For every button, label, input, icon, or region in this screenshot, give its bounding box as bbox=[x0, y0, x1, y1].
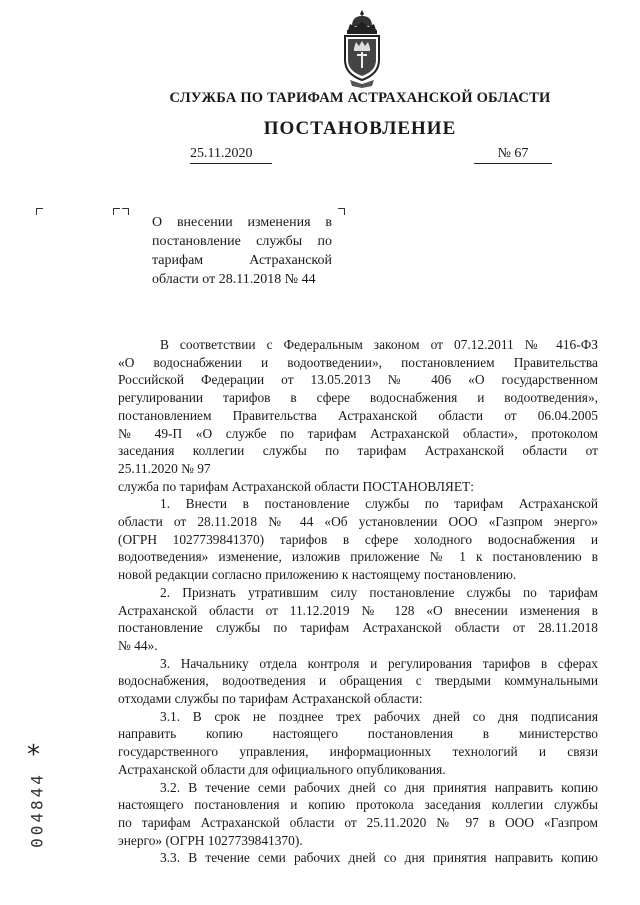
subject-line: постановление службы по bbox=[152, 234, 332, 249]
document-body bbox=[118, 336, 598, 867]
body-line: 3.1. В срок не позднее трех рабочих дней со дня подписания bbox=[160, 708, 598, 724]
corner-bracket-right bbox=[338, 208, 345, 215]
body-line: отходами службы по тарифам Астраханской области: bbox=[118, 691, 423, 707]
body-line: Астраханской области для официального опубликования. bbox=[118, 761, 446, 777]
body-line: водоотведения» изменение, изложив приложение № 1 к постановлению в bbox=[118, 549, 598, 565]
body-line: направить копию настоящего постановления в министерство bbox=[118, 726, 598, 742]
document-number: № 67 bbox=[474, 146, 552, 164]
body-line: № 49-П «О службе по тарифам Астраханской области», протоколом bbox=[118, 425, 598, 441]
body-line: В соответствии с Федеральным законом от 07.12.2011 № 416-ФЗ bbox=[160, 337, 598, 352]
body-line: области от 28.11.2018 № 44 «Об установлении ООО «Газпром энерго» bbox=[118, 514, 598, 530]
body-line: Астраханской области от 11.12.2019 № 128 «О внесении изменения в bbox=[118, 602, 598, 618]
subject-line: области от 28.11.2018 № 44 bbox=[152, 272, 316, 287]
corner-bracket-left bbox=[36, 208, 43, 215]
body-line: государственного управления, информационных технологий и связи bbox=[118, 744, 598, 760]
body-line: постановление службы по тарифам Астраханской области от 28.11.2018 bbox=[118, 620, 598, 636]
body-line: постановлением Правительства Астраханской области от 06.04.2005 bbox=[118, 407, 598, 423]
side-registration-number: 004844 bbox=[27, 772, 47, 848]
body-line: служба по тарифам Астраханской области ПОСТАНОВЛЯЕТ: bbox=[118, 478, 474, 494]
coat-of-arms-emblem bbox=[338, 8, 386, 90]
document-date: 25.11.2020 bbox=[190, 146, 272, 164]
body-line: по тарифам Астраханской области от 25.11.2020 № 97 в ООО «Газпром bbox=[118, 814, 598, 830]
body-line: заседания коллегии службы по тарифам Астраханской области от bbox=[118, 443, 598, 459]
body-line: новой редакции согласно приложению к настоящему постановлению. bbox=[118, 567, 517, 583]
body-line: 25.11.2020 № 97 bbox=[118, 460, 211, 476]
body-line: настоящего постановления и копию протокола заседания коллегии службы bbox=[118, 797, 598, 813]
body-line: энерго» (ОГРН 1027739841370). bbox=[118, 832, 303, 848]
document-type-heading: ПОСТАНОВЛЕНИЕ bbox=[263, 118, 457, 139]
body-line: (ОГРН 1027739841370) тарифов в сфере холодного водоснабжения и bbox=[118, 531, 598, 547]
organization-title: СЛУЖБА ПО ТАРИФАМ АСТРАХАНСКОЙ ОБЛАСТИ bbox=[169, 90, 551, 106]
stamp-asterisk-mark: * bbox=[27, 740, 40, 770]
body-line: 2. Признать утратившим силу постановление службы по тарифам bbox=[160, 584, 598, 600]
body-line: «О водоснабжении и водоотведении», постановлением Правительства bbox=[118, 354, 598, 370]
corner-bracket-left bbox=[113, 208, 120, 215]
body-line: 3. Начальнику отдела контроля и регулирования тарифов в сферах bbox=[160, 655, 598, 671]
subject-line: тарифам Астраханской bbox=[152, 253, 332, 268]
body-line: 1. Внести в постановление службы по тарифам Астраханской bbox=[160, 496, 598, 512]
body-line: № 44». bbox=[118, 637, 158, 653]
body-line: 3.3. В течение семи рабочих дней со дня принятия направить копию bbox=[160, 850, 598, 866]
subject-line: О внесении изменения в bbox=[152, 215, 332, 230]
document-subject bbox=[152, 213, 332, 289]
body-line: Российской Федерации от 13.05.2013 № 406 «О государственном bbox=[118, 372, 598, 388]
body-line: водоснабжения, водоотведения и обращения с твердыми коммунальными bbox=[118, 673, 598, 689]
body-line: 3.2. В течение семи рабочих дней со дня принятия направить копию bbox=[160, 779, 598, 795]
body-line: регулировании тарифов в сфере водоснабжения и водоотведения», bbox=[118, 390, 598, 406]
corner-bracket-right bbox=[122, 208, 129, 215]
